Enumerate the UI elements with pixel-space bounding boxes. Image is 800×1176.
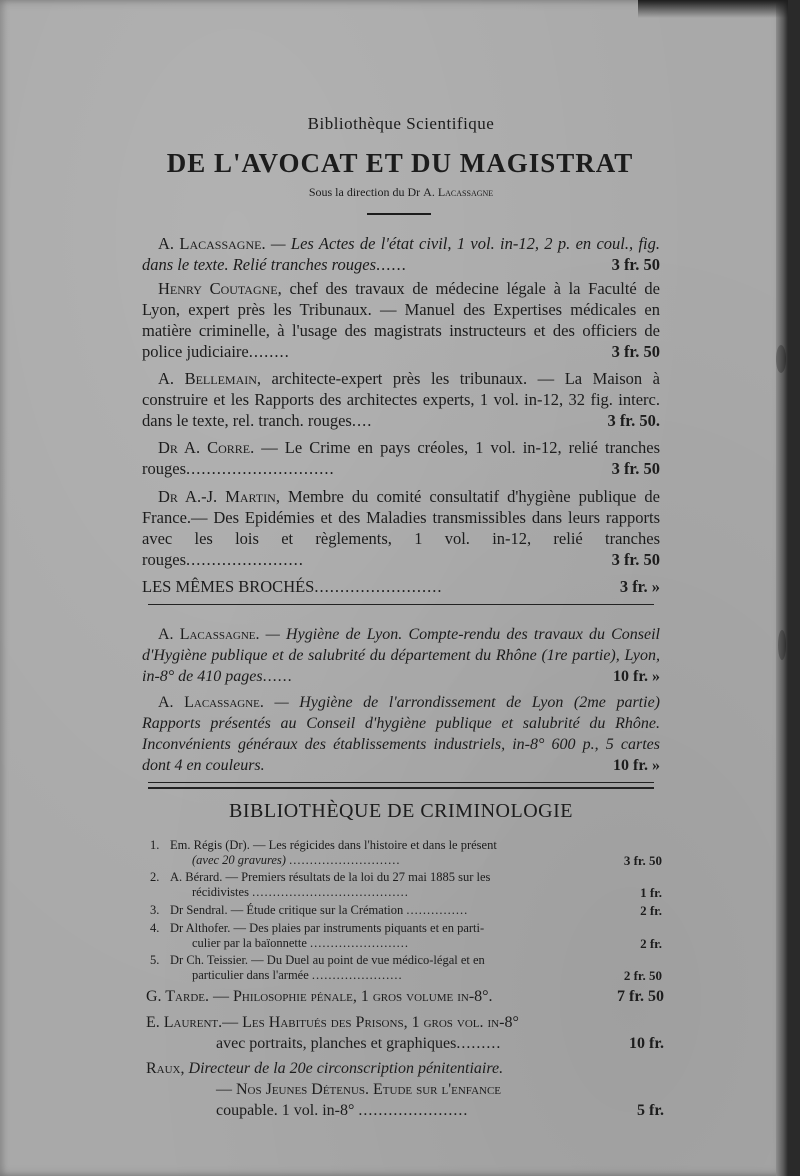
series-name: Bibliothèque Scientifique <box>307 114 495 133</box>
entry-author: A. Lacassagne. <box>158 694 264 711</box>
entry-price: 5 fr. <box>637 1102 664 1119</box>
page-edge <box>776 0 788 1176</box>
entry-line2: avec portraits, planches et graphiques <box>216 1035 457 1052</box>
crim-line2: récidivistes <box>192 885 249 899</box>
section-double-rule <box>148 782 654 789</box>
entry-text: , architecte-expert près les tribunaux. — La Maison à construire et les Rapports des architectes experts, 1 vol. in-12, 32 fig. interc. dans le texte, rel. tranch. rouges <box>142 369 660 430</box>
crim-line1: Em. Régis (Dr). — Les régicides dans l'histoire et dans le présent <box>170 838 497 852</box>
crim-price: 2 fr. <box>640 903 662 918</box>
entry-text: — Philosophie pénale, 1 gros volume in-8°. <box>208 988 493 1005</box>
criminologie-title: BIBLIOTHÈQUE DE CRIMINOLOGIE <box>229 800 573 822</box>
entry-hygiene-lyon-1: A. Lacassagne. — Hygiène de Lyon. Compte-rendu des travaux du Conseil d'Hygiène publique et de salubrité du département du Rhône (1re partie), Lyon, in-8° de 410 pages...... 10 fr. » <box>142 626 660 685</box>
entry-laurent: E. Laurent.— Les Habitués des Prisons, 1 gros vol. in-8° avec portraits, planches et graphiques......... 10 fr. <box>146 1014 664 1052</box>
direction-name: A. Lacassagne <box>423 185 494 199</box>
entry-price: 7 fr. 50 <box>617 988 664 1005</box>
crim-item-5: 5. Dr Ch. Teissier. — Du Duel au point de vue médico-légal et en particulier dans l'armée ...................... 2 fr. 50 <box>150 953 662 983</box>
entry-price: 3 fr. 50 <box>611 342 660 361</box>
entry-lacassagne-etat-civil: A. Lacassagne. — Les Actes de l'état civil, 1 vol. in-12, 2 p. en coul., fig. dans le texte. Relié tranches rouges...... 3 fr. 50 <box>142 234 660 274</box>
entry-price: 3 fr. 50. <box>607 411 660 430</box>
entry-raux: Raux, Directeur de la 20e circonscription pénitentiaire. — Nos Jeunes Détenus. Etude sur l'enfance coupable. 1 vol. in-8° ...................... 5 fr. <box>146 1060 664 1119</box>
page-title: DE L'AVOCAT ET DU MAGISTRAT <box>166 148 634 178</box>
entry-price: 3 fr. 50 <box>611 550 660 569</box>
entry-author: Raux, <box>146 1060 185 1077</box>
crim-price: 1 fr. <box>640 885 662 900</box>
entry-line2: — Nos Jeunes Détenus. Etude sur l'enfance <box>216 1081 502 1098</box>
entry-text: Directeur de la 20e circonscription pénitentiaire. <box>184 1060 504 1077</box>
crim-num: 4. <box>150 921 160 935</box>
crim-item-4: 4. Dr Althofer. — Des plaies par instruments piquants et en parti- culier par la baïonnette ........................ 2 fr. <box>150 921 662 951</box>
ink-stain <box>776 345 786 373</box>
crim-item-1: 1. Em. Régis (Dr). — Les régicides dans l'histoire et dans le présent (avec 20 gravures) ........................... 3 fr. 50 <box>150 838 662 868</box>
scan-shadow <box>638 0 788 18</box>
entry-author: Dr A.-J. Martin <box>158 487 276 506</box>
crim-line1: Dr Sendral. — Étude critique sur la Crémation <box>170 903 404 917</box>
entry-hygiene-lyon-2 <box>142 692 660 776</box>
entry-price: 10 fr. » <box>613 757 660 774</box>
crim-item-3: 3. Dr Sendral. — Étude critique sur la Crémation ............... 2 fr. <box>150 903 662 918</box>
entry-text: — Les Actes de l'état civil, 1 vol. in-12, 2 p. en coul., fig. dans le texte. Relié tranches rouges <box>142 234 660 274</box>
crim-price: 3 fr. 50 <box>623 853 662 868</box>
entry-memes-broches: LES MÊMES BROCHÉS......................... 3 fr. » <box>142 577 660 596</box>
entry-author: Dr A. Corre. <box>158 438 255 457</box>
entry-price: 3 fr. 50 <box>611 459 660 478</box>
entry-tarde <box>146 986 664 1007</box>
entry-author: Henry Coutagne <box>158 279 278 298</box>
crim-line1: Dr Ch. Teissier. — Du Duel au point de vue médico-légal et en <box>170 953 485 967</box>
entry-coutagne: Henry Coutagne, chef des travaux de médecine légale à la Faculté de Lyon, expert près les Tribunaux. — Manuel des Expertises médicales en matière criminelle, à l'usage des magistrats instructeurs et des officiers de police judiciaire........ 3 fr. 50 <box>142 279 660 361</box>
entry-bellemain: A. Bellemain, architecte-expert près les tribunaux. — La Maison à construire et les Rapports des architectes experts, 1 vol. in-12, 32 fig. interc. dans le texte, rel. tranch. rouges.... 3 fr. 50. <box>142 369 660 430</box>
entry-price: 3 fr. » <box>619 577 660 596</box>
entry-author: A. Bellemain <box>158 369 257 388</box>
crim-price: 2 fr. <box>640 936 662 951</box>
entry-author: A. Lacassagne. <box>158 234 266 253</box>
entry-text: — Hygiène de Lyon. Compte-rendu des travaux du Conseil d'Hygiène publique et de salubrité du département du Rhône (1re partie), Lyon, in-8° de 410 pages <box>142 626 660 685</box>
entry-text: — Le Crime en pays créoles, 1 vol. in-12, relié tranches rouges <box>142 438 660 478</box>
entry-author: A. Lacassagne. <box>158 626 260 643</box>
entry-text: — Les Habitués des Prisons, 1 gros vol. in-8° <box>222 1014 519 1031</box>
direction-prefix: Sous la direction du Dr <box>308 185 421 199</box>
crim-num: 5. <box>150 953 160 967</box>
crim-line2: particulier dans l'armée <box>192 968 309 982</box>
entry-price: 3 fr. 50 <box>611 255 660 274</box>
entry-price: 10 fr. <box>629 1035 664 1052</box>
crim-line1: Dr Althofer. — Des plaies par instruments piquants et en parti- <box>170 921 485 935</box>
entry-martin: Dr A.-J. Martin, Membre du comité consultatif d'hygiène publique de France.— Des Epidémies et des Maladies transmissibles dans leurs rapports avec les lois et règlements, 1 vol. in-12, relié tranches rouges....................... 3 fr. 50 <box>142 487 660 569</box>
crim-line2: (avec 20 gravures) <box>192 853 286 867</box>
crim-num: 2. <box>150 870 160 884</box>
title-rule <box>367 213 431 215</box>
entry-corre: Dr A. Corre. — Le Crime en pays créoles, 1 vol. in-12, relié tranches rouges............................. 3 fr. 50 <box>142 438 660 478</box>
ink-stain <box>778 630 786 660</box>
entry-author: E. Laurent. <box>146 1014 223 1031</box>
entry-line3: coupable. 1 vol. in-8° <box>216 1102 355 1119</box>
crim-item-2: 2. A. Bérard. — Premiers résultats de la loi du 27 mai 1885 sur les récidivistes ...................................... 1 fr. <box>150 870 662 900</box>
crim-num: 1. <box>150 838 160 852</box>
entry-text: , chef des travaux de médecine légale à la Faculté de Lyon, expert près les Tribunaux. — Manuel des Expertises médicales en matière criminelle, à l'usage des magistrats instructeurs et des officiers de police judiciaire <box>142 279 660 361</box>
entry-text: — Hygiène de l'arrondissement de Lyon (2me partie) Rapports présentés au Conseil d'hygiène publique et salubrité du Rhône. Inconvénients généraux des établissements industriels, in-8° 600 p., 5 cartes dont 4 en couleurs. <box>142 694 660 774</box>
entry-author: G. Tarde. <box>146 988 209 1005</box>
crim-num: 3. <box>150 903 160 917</box>
section-rule <box>148 604 654 605</box>
entry-text: , Membre du comité consultatif d'hygiène publique de France.— Des Epidémies et des Maladies transmissibles dans leurs rapports avec les lois et règlements, 1 vol. in-12, relié tranches rouges <box>142 487 660 569</box>
crim-line1: A. Bérard. — Premiers résultats de la loi du 27 mai 1885 sur les <box>170 870 491 884</box>
direction-line <box>142 185 660 200</box>
entry-price: 10 fr. » <box>613 668 660 685</box>
entry-text: LES MÊMES BROCHÉS <box>142 577 315 596</box>
crim-price: 2 fr. 50 <box>623 968 662 983</box>
crim-line2: culier par la baïonnette <box>192 936 307 950</box>
